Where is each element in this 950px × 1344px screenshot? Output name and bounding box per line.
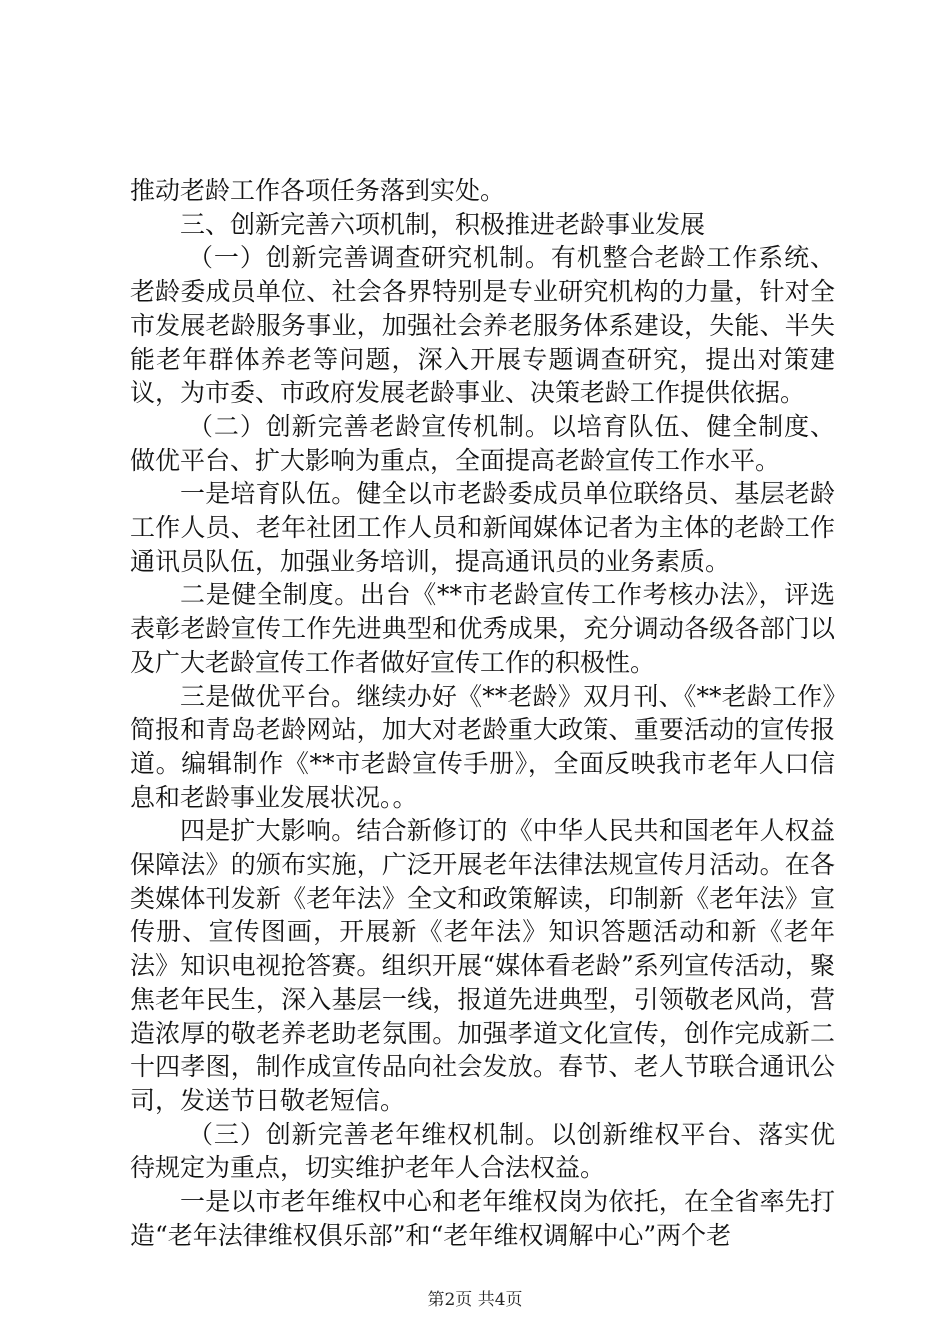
page-number: 第2页 共4页: [427, 1290, 523, 1310]
paragraph-rights-mechanism: （三）创新完善老年维权机制。以创新维权平台、落实优待规定为重点，切实维护老年人合法权益。: [130, 1119, 835, 1183]
paragraph-continuation: 推动老龄工作各项任务落到实处。: [130, 176, 506, 205]
paragraph-platform: 三是做优平台。继续办好《**老龄》双月刊、《**老龄工作》简报和青岛老龄网站，加大对老龄重大政策、重要活动的宣传报道。编辑制作《**市老龄宣传手册》，全面反映我市老年人口信息和老龄事业发展状况。。: [130, 681, 835, 812]
paragraph-publicity-mechanism: （二）创新完善老龄宣传机制。以培育队伍、健全制度、做优平台、扩大影响为重点，全面提高老龄宣传工作水平。: [130, 411, 835, 475]
paragraph-team: 一是培育队伍。健全以市老龄委成员单位联络员、基层老龄工作人员、老年社团工作人员和新闻媒体记者为主体的老龄工作通讯员队伍，加强业务培训，提高通讯员的业务素质。: [130, 479, 835, 576]
paragraph-system: 二是健全制度。出台《**市老龄宣传工作考核办法》，评选表彰老龄宣传工作先进典型和优秀成果，充分调动各级各部门以及广大老龄宣传工作者做好宣传工作的积极性。: [130, 580, 835, 677]
paragraph-rights-center: 一是以市老年维权中心和老年维权岗为依托，在全省率先打造“老年法律维权俱乐部”和“老年维权调解中心”两个老: [130, 1187, 835, 1250]
paragraph-research-mechanism: （一）创新完善调查研究机制。有机整合老龄工作系统、老龄委成员单位、社会各界特别是专业研究机构的力量，针对全市发展老龄服务事业，加强社会养老服务体系建设，失能、半失能老年群体养老等问题，深入开展专题调查研究，提出对策建议，为市委、市政府发展老龄事业、决策老龄工作提供依据。: [130, 243, 835, 408]
paragraph-influence: 四是扩大影响。结合新修订的《中华人民共和国老年人权益保障法》的颁布实施，广泛开展老年法律法规宣传月活动。在各类媒体刊发新《老年法》全文和政策解读，印制新《老年法》宣传册、宣传图画，开展新《老年法》知识答题活动和新《老年法》知识电视抢答赛。组织开展“媒体看老龄”系列宣传活动，聚焦老年民生，深入基层一线，报道先进典型，引领敬老风尚，营造浓厚的敬老养老助老氛围。加强孝道文化宣传，创作完成新二十四孝图，制作成宣传品向社会发放。春节、老人节联合通讯公司，发送节日敬老短信。: [130, 816, 835, 1115]
section-heading-3: 三、创新完善六项机制，积极推进老龄事业发展: [180, 209, 706, 239]
document-body: [130, 174, 835, 1253]
